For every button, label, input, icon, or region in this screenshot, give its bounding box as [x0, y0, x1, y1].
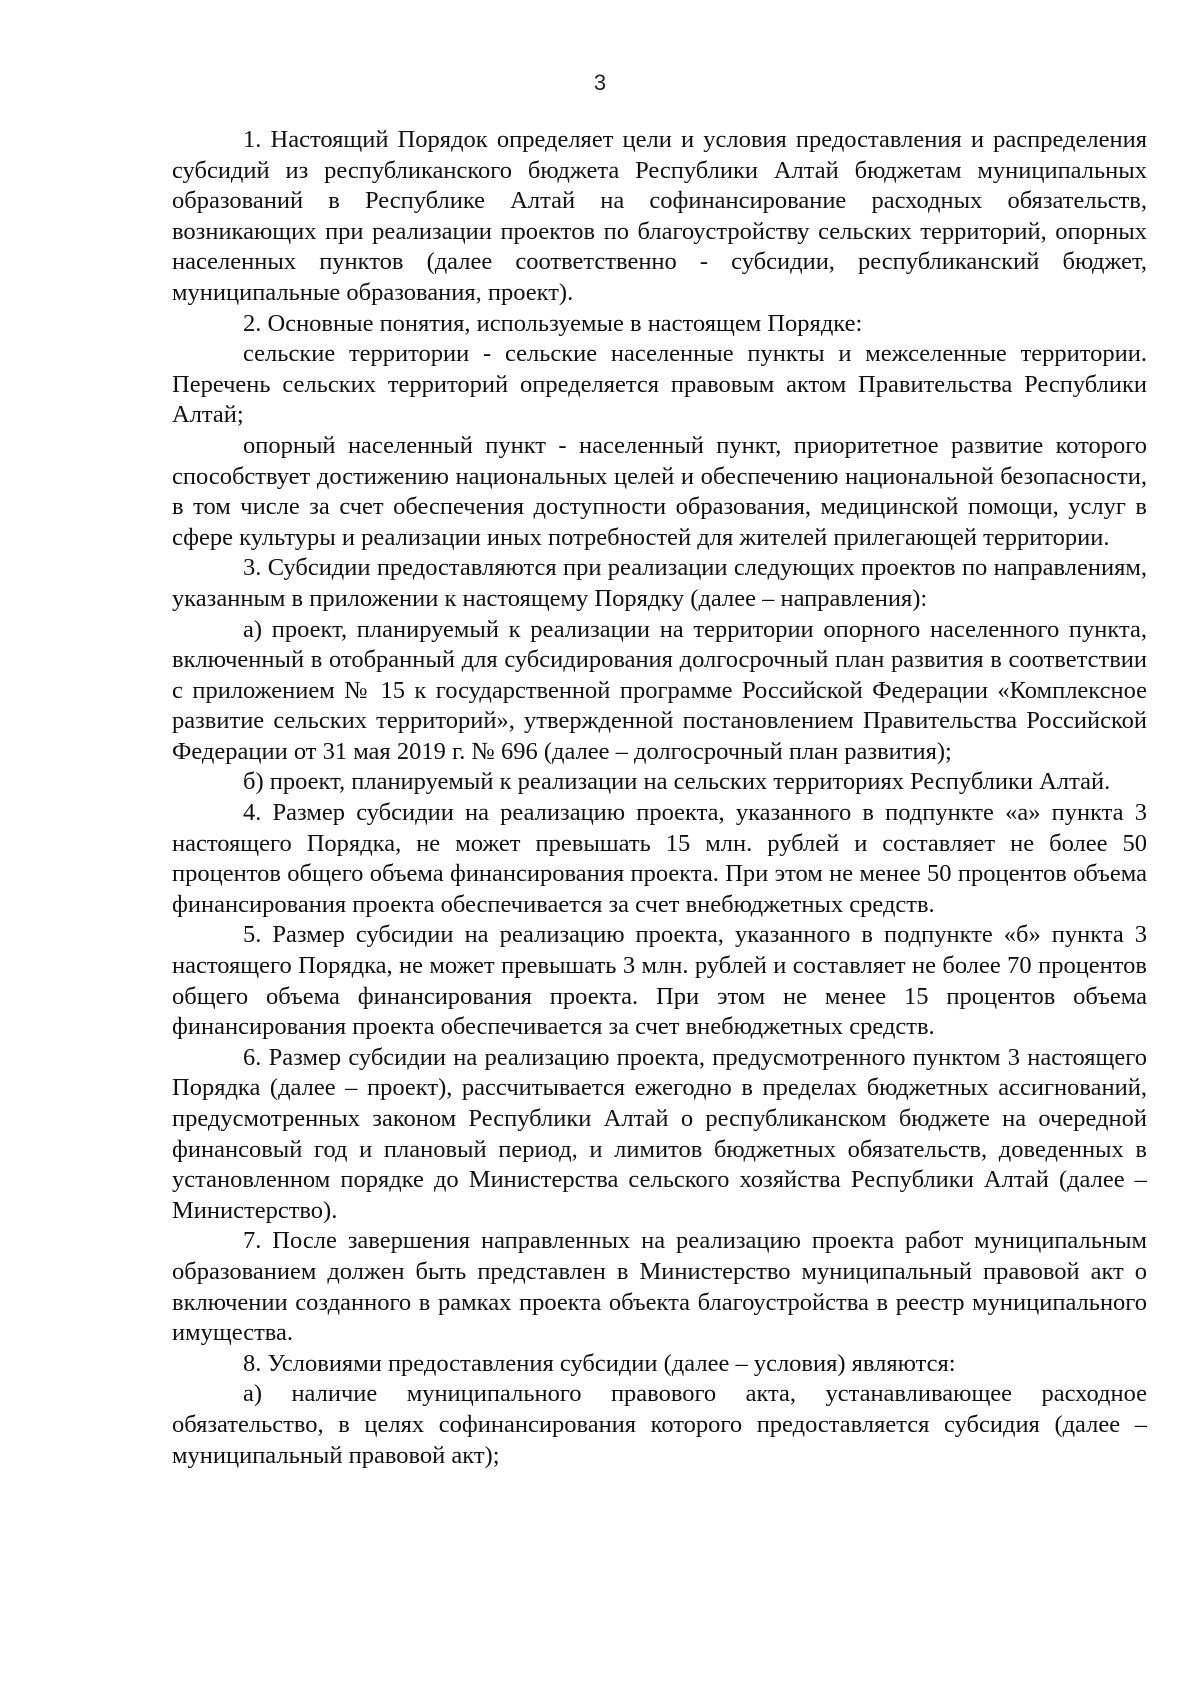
paragraph-key-settlement: опорный населенный пункт - населенный пункт, приоритетное развитие которого способствует достижению национальных целей и обеспечению национальной безопасности, в том числе за счет обеспечения доступности образования, медицинской помощи, услуг в сфере культуры и реализации иных потребностей для жителей прилегающей территории. [172, 431, 1147, 551]
paragraph-3b: б) проект, планируемый к реализации на сельских территориях Республики Алтай. [243, 768, 1111, 796]
paragraph-2: 2. Основные понятия, используемые в настоящем Порядке: [243, 309, 863, 337]
paragraph-8: 8. Условиями предоставления субсидии (далее – условия) являются: [243, 1349, 956, 1377]
paragraph-5: 5. Размер субсидии на реализацию проекта, указанного в подпункте «б» пункта 3 настоящего Порядка, не может превышать 3 млн. рублей и составляет не более 70 процентов общего объема финансирования проекта. При этом не менее 15 процентов объема финансирования проекта обеспечивается за счет внебюджетных средств. [172, 921, 1147, 1041]
paragraph-rural-territories: сельские территории - сельские населенные пункты и межселенные территории. Перечень сельских территорий определяется правовым актом Правительства Республики Алтай; [172, 340, 1147, 429]
paragraph-4: 4. Размер субсидии на реализацию проекта, указанного в подпункте «а» пункта 3 настоящего Порядка, не может превышать 15 млн. рублей и составляет не более 50 процентов общего объема финансирования проекта. При этом не менее 50 процентов объема финансирования проекта обеспечивается за счет внебюджетных средств. [172, 799, 1147, 918]
document-body [172, 125, 1147, 1471]
paragraph-7: 7. После завершения направленных на реализацию проекта работ муниципальным образованием должен быть представлен в Министерство муниципальный правовой акт о включении созданного в рамках проекта объекта благоустройства в реестр муниципального имущества. [172, 1227, 1147, 1347]
paragraph-6: 6. Размер субсидии на реализацию проекта, предусмотренного пунктом 3 настоящего Порядка (далее – проект), рассчитывается ежегодно в пределах бюджетных ассигнований, предусмотренных законом Республики Алтай о республиканском бюджете на очередной финансовый год и плановый период, и лимитов бюджетных обязательств, доведенных в установленном порядке до Министерства сельского хозяйства Республики Алтай (далее – Министерство). [172, 1043, 1147, 1224]
paragraph-3a: а) проект, планируемый к реализации на территории опорного населенного пункта, включенный в отобранный для субсидирования долгосрочный план развития в соответствии с приложением № 15 к государственной программе Российской Федерации «Комплексное развитие сельских территорий», утвержденной постановлением Правительства Российской Федерации от 31 мая 2019 г. № 696 (далее – долгосрочный план развития); [172, 615, 1147, 765]
paragraph-3: 3. Субсидии предоставляются при реализации следующих проектов по направлениям, указанным в приложении к настоящему Порядку (далее – направления): [172, 554, 1147, 612]
paragraph-1: 1. Настоящий Порядок определяет цели и условия предоставления и распределения субсидий из республиканского бюджета Республики Алтай бюджетам муниципальных образований в Республике Алтай на софинансирование расходных обязательств, возникающих при реализации проектов по благоустройству сельских территорий, опорных населенных пунктов (далее соответственно - субсидии, республиканский бюджет, муниципальные образования, проект). [172, 126, 1147, 306]
page-number: 3 [593, 70, 607, 95]
paragraph-8a: а) наличие муниципального правового акта, устанавливающее расходное обязательство, в целях софинансирования которого предоставляется субсидия (далее – муниципальный правовой акт); [172, 1380, 1147, 1469]
